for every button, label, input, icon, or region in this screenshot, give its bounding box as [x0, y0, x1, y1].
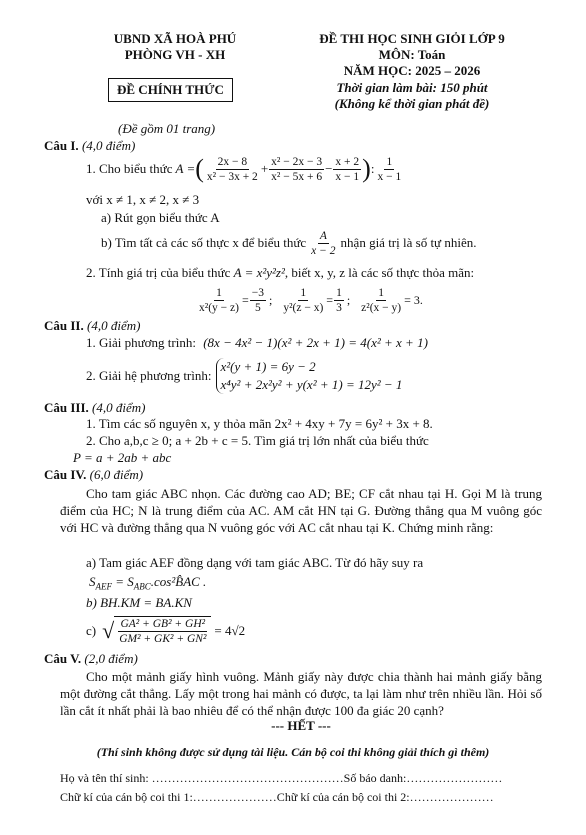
exam-duration-note: (Không kể thời gian phát đề)	[334, 96, 490, 111]
q3-part-1: 1. Tìm các số nguyên x, y thỏa mãn 2x² + 4xy + 7y = 6y² + 3x + 8.	[86, 416, 433, 431]
official-exam-box: ĐỀ CHÍNH THỨC	[108, 78, 233, 102]
q4-paragraph: Cho tam giác ABC nhọn. Các đường cao AD; BE; CF cắt nhau tại H. Gọi M là trung điểm của HC; N là trung điểm của AC. AM cắt HN tại G. Đường thẳng qua M vuông góc với HC và đường thẳng qua N vuông góc với AC cắt nhau tại K. Chứng minh rằng:	[60, 486, 542, 535]
exam-title: ĐỀ THI HỌC SINH GIỎI LỚP 9	[319, 31, 505, 46]
fraction-1: $\frac{2x - 8}{\text{x² − 3x + 2}}$	[206, 155, 258, 183]
q1-condition: với x ≠ 1, x ≠ 2, x ≠ 3	[86, 192, 200, 207]
end-marker: --- HẾT ---	[271, 718, 331, 733]
q1-part-a: a) Rút gọn biểu thức A	[101, 210, 220, 225]
q1-part-b: b) Tìm tất cả các số thực x để biểu thức $\frac{A}{x - 2}$ nhận giá trị là số tự nhiên.	[101, 229, 477, 257]
q2-heading: Câu II. (4,0 điểm)	[44, 318, 141, 333]
q2-part-1: 1. Giải phương trình: (8x − 4x² − 1)(x² + 2x + 1) = 4(x² + x + 1)	[86, 335, 428, 350]
candidate-info-line: Họ và tên thí sinh: …………………………………………Số báo danh:……………………	[60, 771, 503, 785]
q5-heading: Câu V. (2,0 điểm)	[44, 651, 138, 666]
q4-part-a: a) Tam giác AEF đồng dạng với tam giác ABC. Từ đó hãy suy ra	[86, 555, 424, 570]
exam-subject: MÔN: Toán	[378, 47, 446, 62]
fraction-3: $\frac{x + 2}{x - 1}$	[335, 155, 360, 183]
proctor-signature-line: Chữ kí của cán bộ coi thi 1:…………………Chữ kí của cán bộ coi thi 2:…………………	[60, 790, 494, 804]
pages-note: (Đề gồm 01 trang)	[118, 121, 216, 136]
fraction-a-over: $\frac{A}{x - 2}$	[311, 229, 336, 257]
q1-expression: 1. Cho biểu thức A = ( $\frac{2x - 8}{\text{x² − 3x + 2}}$ + $\frac{\text{x² − 2x − 3}}{\text{x² − 5x + 6}}$ − $\frac{x + 2}{x - 1}$ ) : $\frac{1}{x - 1}$	[86, 154, 402, 183]
q4-heading: Câu IV. (6,0 điểm)	[44, 467, 144, 482]
q4-area-formula: $S_{AEF}$ = $S_{ABC}.\cos^2B̂AC$ .	[89, 574, 207, 592]
fraction-4: $\frac{1}{x - 1}$	[377, 155, 402, 183]
fraction-2: $\frac{\text{x² − 2x − 3}}{\text{x² − 5x + 6}}$	[271, 155, 323, 183]
q1-part-2: 2. Tính giá trị của biểu thức A = x²y²z², biết x, y, z là các số thực thỏa mãn:	[86, 265, 475, 280]
q3-part-2-expr: P = a + 2ab + abc	[73, 450, 172, 465]
sqrt-icon: √ $\frac{\text{GA² + GB² + GH²}}{\text{GM² + GK² + GN²}}$	[102, 616, 211, 646]
q2-part-2: 2. Giải hệ phương trình: x²(y + 1) = 6y − 2 x⁴y² + 2x²y² + y(x² + 1) = 12y² − 1	[86, 359, 403, 392]
footer-note: (Thí sinh không được sử dụng tài liệu. Cán bộ coi thi không giải thích gì thêm)	[96, 745, 490, 759]
q5-paragraph: Cho một mảnh giấy hình vuông. Mảnh giấy này được chia thành hai mảnh giấy bằng một đường cắt thẳng. Lấy một trong hai mảnh có được, ta lại làm như trên nhiều lần. Hỏi số lần cắt ít nhất phải là bao nhiêu để có thể nhận được 100 đa giác 20 cạnh?	[60, 669, 542, 718]
system-brace: x²(y + 1) = 6y − 2 x⁴y² + 2x²y² + y(x² + 1) = 12y² − 1	[216, 358, 403, 394]
q3-part-2: 2. Cho a,b,c ≥ 0; a + 2b + c = 5. Tìm giá trị lớn nhất của biểu thức	[86, 433, 429, 448]
q4-part-c: c) √ $\frac{\text{GA² + GB² + GH²}}{\text{GM² + GK² + GN²}}$ = 4√2	[86, 618, 246, 645]
q1-heading: Câu I. (4,0 điểm)	[44, 138, 136, 153]
exam-duration: Thời gian làm bài: 150 phút	[336, 80, 488, 95]
q4-part-b: b) BH.KM = BA.KN	[86, 595, 192, 610]
header-department: PHÒNG VH - XH	[124, 47, 226, 62]
q1-conditions-eq: $\frac{1}{\text{x²(y − z)}}$ = $\frac{-3}{5}$ ; $\frac{1}{\text{y²(z − x)}}$ = $\frac{1}{3}$ ; $\frac{1}{\text{z²(x − y)}}$ = 3.	[199, 286, 423, 314]
header-authority: UBND XÃ HOÀ PHÚ	[113, 31, 237, 46]
q3-heading: Câu III. (4,0 điểm)	[44, 400, 146, 415]
exam-year: NĂM HỌC: 2025 – 2026	[343, 63, 481, 78]
